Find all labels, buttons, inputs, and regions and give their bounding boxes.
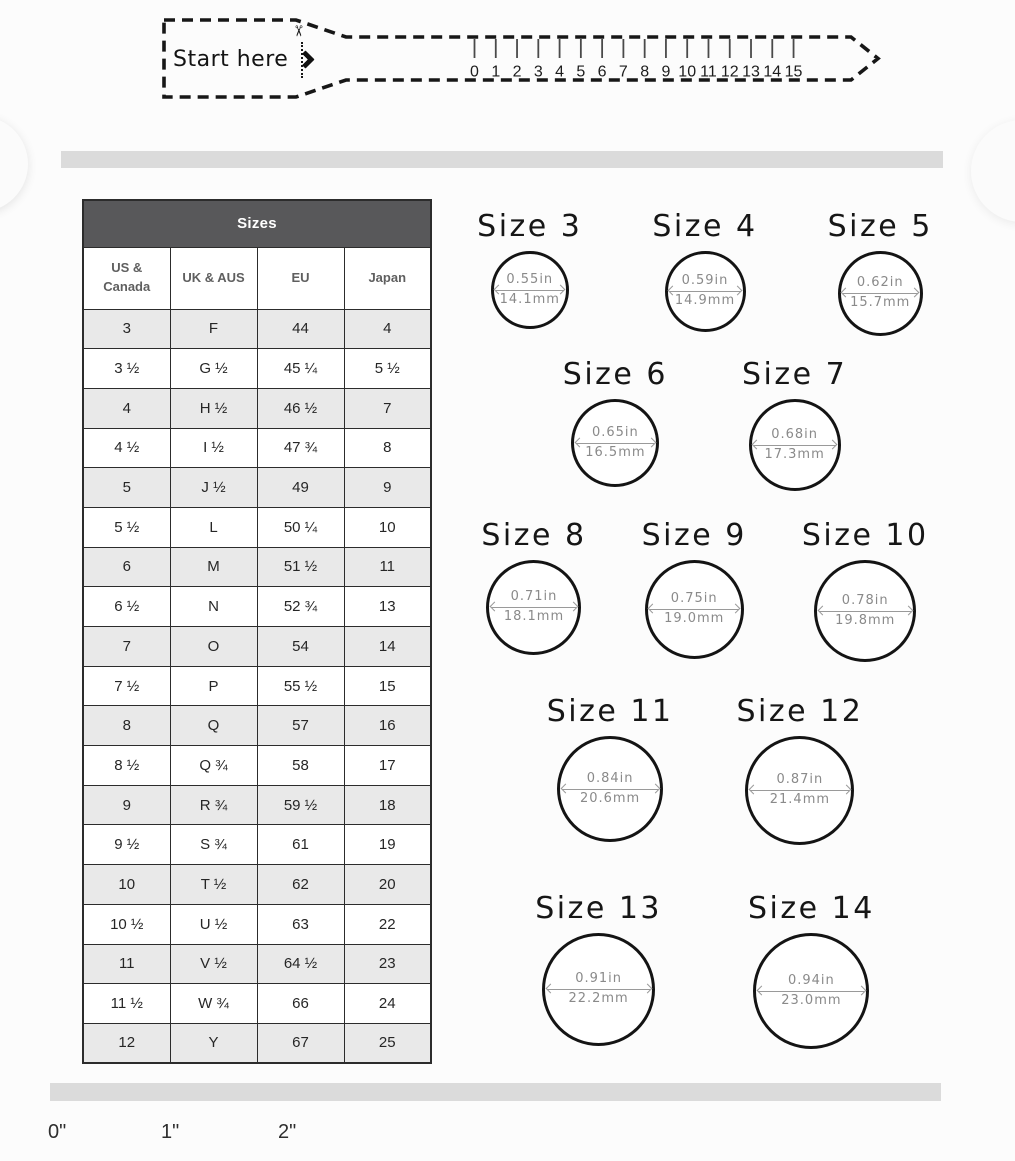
column-header: US & Canada xyxy=(83,247,170,309)
ring-size-figure xyxy=(642,518,747,659)
table-row xyxy=(83,627,431,667)
table-row xyxy=(83,706,431,746)
ring-size-title: Size 9 xyxy=(641,518,747,553)
size-cell: 63 xyxy=(257,904,344,944)
ring-size-figure xyxy=(748,891,875,1049)
ring-diameter-mm: 22.2mm xyxy=(568,991,629,1006)
size-cell: 4 xyxy=(344,309,431,349)
start-here-label: Start here xyxy=(173,46,289,72)
ring-circle xyxy=(749,399,841,491)
ring-size-title: Size 7 xyxy=(742,357,848,392)
diameter-arrow-icon xyxy=(670,291,741,292)
table-row xyxy=(83,785,431,825)
ring-size-title: Size 12 xyxy=(736,694,864,729)
size-cell: 54 xyxy=(257,627,344,667)
arrowhead-right-icon xyxy=(903,605,913,615)
ruler-tick-label: 5 xyxy=(576,63,586,81)
table-column-header-row xyxy=(83,247,431,309)
size-cell: 12 xyxy=(83,1023,170,1063)
size-cell: 9 xyxy=(344,468,431,508)
size-cell: 64 ½ xyxy=(257,944,344,984)
chevron-right-icon xyxy=(297,50,315,68)
ring-size-row xyxy=(440,357,970,491)
arrowhead-left-icon xyxy=(817,605,827,615)
size-cell: I ½ xyxy=(170,428,257,468)
arrowhead-left-icon xyxy=(748,785,758,795)
size-cell: Q xyxy=(170,706,257,746)
column-header: Japan xyxy=(344,247,431,309)
diameter-arrow-icon xyxy=(496,290,564,291)
size-cell: 9 ½ xyxy=(83,825,170,865)
ring-size-figure xyxy=(652,209,757,332)
size-cell: U ½ xyxy=(170,904,257,944)
ring-diameter-inches: 0.71in xyxy=(510,589,558,605)
size-cell: 11 xyxy=(83,944,170,984)
size-cell: G ½ xyxy=(170,349,257,389)
size-cell: 20 xyxy=(344,865,431,905)
size-cell: 10 xyxy=(344,507,431,547)
ring-size-figure xyxy=(547,694,674,842)
table-row xyxy=(83,746,431,786)
ruler-tick-label: 7 xyxy=(618,63,628,81)
diameter-arrow-icon xyxy=(843,293,918,294)
size-cell: T ½ xyxy=(170,865,257,905)
arrowhead-left-icon xyxy=(574,437,584,447)
arrowhead-right-icon xyxy=(569,602,579,612)
ring-diameter-mm: 21.4mm xyxy=(769,792,831,807)
ring-circle xyxy=(542,933,655,1046)
ring-size-title: Size 11 xyxy=(546,694,674,729)
table-row xyxy=(83,309,431,349)
size-cell: Y xyxy=(170,1023,257,1063)
ring-size-conversion-table xyxy=(82,199,432,1064)
size-cell: 18 xyxy=(344,785,431,825)
ruler-tick-label: 6 xyxy=(597,63,607,81)
ruler-tick-label: 1 xyxy=(491,63,501,81)
size-cell: 22 xyxy=(344,904,431,944)
arrowhead-right-icon xyxy=(646,437,656,447)
ring-size-title: Size 3 xyxy=(477,209,583,244)
size-cell: S ¾ xyxy=(170,825,257,865)
table-row xyxy=(83,984,431,1024)
size-cell: 4 xyxy=(83,388,170,428)
ring-diameter-mm: 14.9mm xyxy=(674,293,736,308)
size-cell: W ¾ xyxy=(170,984,257,1024)
diameter-arrow-icon xyxy=(576,443,654,444)
ring-circle xyxy=(557,736,663,842)
ring-diameter-mm: 14.1mm xyxy=(499,291,560,307)
ring-diameter-inches: 0.55in xyxy=(506,271,554,287)
ruler-tick-label: 12 xyxy=(720,63,739,81)
ring-diameter-inches: 0.62in xyxy=(856,275,904,291)
ring-size-figure xyxy=(802,518,929,662)
size-cell: Q ¾ xyxy=(170,746,257,786)
ring-circle xyxy=(745,736,854,845)
arrowhead-right-icon xyxy=(731,604,741,614)
ring-diameter-mm: 18.1mm xyxy=(503,609,565,624)
size-cell: J ½ xyxy=(170,468,257,508)
ring-circle xyxy=(665,251,746,332)
size-cell: 7 xyxy=(344,388,431,428)
ruler-tick-label: 14 xyxy=(763,63,782,81)
diameter-arrow-icon xyxy=(650,609,739,610)
ring-diameter-inches: 0.84in xyxy=(586,770,634,786)
arrowhead-left-icon xyxy=(545,984,555,994)
size-cell: 57 xyxy=(257,706,344,746)
size-cell: 66 xyxy=(257,984,344,1024)
size-cell: 52 ¾ xyxy=(257,587,344,627)
table-row xyxy=(83,507,431,547)
ring-size-title: Size 4 xyxy=(652,209,758,244)
ruler-tick-label: 10 xyxy=(678,63,697,81)
ring-diameter-inches: 0.78in xyxy=(841,592,889,608)
arrowhead-right-icon xyxy=(841,785,851,795)
ring-size-row xyxy=(440,891,970,1049)
ring-circle xyxy=(491,251,569,329)
ring-circle xyxy=(571,399,659,487)
table-row xyxy=(83,388,431,428)
ring-size-title: Size 13 xyxy=(535,891,662,926)
table-row xyxy=(83,587,431,627)
size-cell: N xyxy=(170,587,257,627)
ring-size-figure xyxy=(742,357,847,491)
ruler-tick-label: 3 xyxy=(533,63,543,81)
size-cell: M xyxy=(170,547,257,587)
size-cell: 3 xyxy=(83,309,170,349)
ring-size-title: Size 6 xyxy=(562,357,668,392)
size-cell: 5 xyxy=(83,468,170,508)
ruler-tick-label: 15 xyxy=(784,63,803,81)
inch-ruler-label: 2" xyxy=(278,1121,297,1143)
arrowhead-left-icon xyxy=(648,604,658,614)
arrowhead-right-icon xyxy=(828,439,838,449)
diameter-arrow-icon xyxy=(754,445,836,446)
diameter-arrow-icon xyxy=(819,611,911,612)
arrowhead-right-icon xyxy=(642,984,652,994)
size-cell: 62 xyxy=(257,865,344,905)
ring-diameter-inches: 0.94in xyxy=(787,972,835,988)
ring-diameter-mm: 19.8mm xyxy=(835,612,896,628)
size-cell: 8 xyxy=(344,428,431,468)
size-cell: 16 xyxy=(344,706,431,746)
ring-diameter-mm: 17.3mm xyxy=(764,446,825,462)
ring-diameter-mm: 16.5mm xyxy=(585,444,646,460)
table-row xyxy=(83,468,431,508)
size-cell: 4 ½ xyxy=(83,428,170,468)
size-cell: 58 xyxy=(257,746,344,786)
arrowhead-left-icon xyxy=(490,602,500,612)
size-cell: 3 ½ xyxy=(83,349,170,389)
size-cell: 10 xyxy=(83,865,170,905)
size-cell: 7 xyxy=(83,627,170,667)
size-cell: 7 ½ xyxy=(83,666,170,706)
size-cell: 17 xyxy=(344,746,431,786)
size-cell: 9 xyxy=(83,785,170,825)
table-row xyxy=(83,428,431,468)
size-cell: 25 xyxy=(344,1023,431,1063)
ring-diameter-mm: 23.0mm xyxy=(781,992,842,1008)
ring-size-title: Size 10 xyxy=(801,518,929,553)
diameter-arrow-icon xyxy=(562,789,658,790)
ruler-tick-label: 2 xyxy=(512,63,522,81)
size-cell: 61 xyxy=(257,825,344,865)
inch-ruler-label: 0" xyxy=(48,1121,67,1143)
faded-left-edge-circle xyxy=(0,116,28,212)
size-cell: V ½ xyxy=(170,944,257,984)
size-cell: 10 ½ xyxy=(83,904,170,944)
ring-diameter-inches: 0.65in xyxy=(591,424,639,440)
ring-size-figure xyxy=(481,518,586,655)
arrowhead-left-icon xyxy=(560,783,570,793)
size-cell: 44 xyxy=(257,309,344,349)
size-cell: 11 ½ xyxy=(83,984,170,1024)
ring-circle xyxy=(753,933,869,1049)
size-cell: 15 xyxy=(344,666,431,706)
size-cell: 8 ½ xyxy=(83,746,170,786)
size-cell: 24 xyxy=(344,984,431,1024)
ring-diameter-mm: 20.6mm xyxy=(579,790,641,806)
ruler-tick-label: 0 xyxy=(470,63,479,81)
ring-size-figure xyxy=(737,694,864,845)
ring-circle xyxy=(814,560,916,662)
bottom-inch-ruler xyxy=(0,1121,1015,1161)
ring-size-row xyxy=(440,209,970,336)
size-cell: 45 ¼ xyxy=(257,349,344,389)
ring-size-figure xyxy=(563,357,668,487)
ring-diameter-inches: 0.75in xyxy=(670,591,718,607)
ring-diameter-inches: 0.91in xyxy=(575,971,622,987)
size-cell: F xyxy=(170,309,257,349)
size-cell: H ½ xyxy=(170,388,257,428)
ruler-tick-label: 11 xyxy=(700,63,717,81)
size-cell: 13 xyxy=(344,587,431,627)
ruler-tick-label: 9 xyxy=(661,63,671,81)
size-cell: 5 ½ xyxy=(83,507,170,547)
diameter-arrow-icon xyxy=(491,607,576,608)
size-cell: 8 xyxy=(83,706,170,746)
table-row xyxy=(83,666,431,706)
table-row xyxy=(83,349,431,389)
ring-size-row xyxy=(440,518,970,662)
ring-size-title: Size 8 xyxy=(481,518,587,553)
size-cell: 67 xyxy=(257,1023,344,1063)
ring-size-figure xyxy=(828,209,933,336)
table-row xyxy=(83,944,431,984)
ring-diameter-mm: 19.0mm xyxy=(664,611,725,626)
ring-circle xyxy=(645,560,744,659)
table-row xyxy=(83,825,431,865)
ring-circle xyxy=(838,251,923,336)
diameter-arrow-icon xyxy=(547,989,650,990)
ruler-tick-label: 13 xyxy=(742,63,760,81)
ring-diameter-inches: 0.59in xyxy=(681,273,729,289)
table-row xyxy=(83,1023,431,1063)
size-cell: P xyxy=(170,666,257,706)
size-cell: 47 ¾ xyxy=(257,428,344,468)
ruler-tick-label: 4 xyxy=(555,63,565,81)
column-header: UK & AUS xyxy=(170,247,257,309)
arrowhead-left-icon xyxy=(752,439,762,449)
size-cell: 11 xyxy=(344,547,431,587)
scissors-icon: ✂ xyxy=(289,24,308,38)
size-cell: 55 ½ xyxy=(257,666,344,706)
arrowhead-left-icon xyxy=(756,985,766,995)
ruler-tick-label: 8 xyxy=(640,63,650,81)
ring-size-circle-diagrams xyxy=(440,0,970,1080)
size-cell: 5 ½ xyxy=(344,349,431,389)
size-cell: R ¾ xyxy=(170,785,257,825)
dotted-cut-line xyxy=(301,42,303,78)
diameter-arrow-icon xyxy=(750,790,849,791)
table-row xyxy=(83,547,431,587)
table-row xyxy=(83,865,431,905)
arrowhead-right-icon xyxy=(650,783,660,793)
ring-size-figure xyxy=(535,891,662,1046)
size-cell: L xyxy=(170,507,257,547)
ring-diameter-mm: 15.7mm xyxy=(850,295,911,310)
size-cell: 59 ½ xyxy=(257,785,344,825)
ring-diameter-inches: 0.87in xyxy=(776,772,824,788)
size-cell: 23 xyxy=(344,944,431,984)
table-row xyxy=(83,904,431,944)
start-here-group xyxy=(173,44,312,74)
faded-right-edge-circle xyxy=(971,120,1015,222)
size-cell: 49 xyxy=(257,468,344,508)
bottom-divider-bar xyxy=(50,1083,941,1101)
size-cell: 6 xyxy=(83,547,170,587)
ring-circle xyxy=(486,560,581,655)
size-cell: 46 ½ xyxy=(257,388,344,428)
size-cell: 51 ½ xyxy=(257,547,344,587)
ring-size-title: Size 5 xyxy=(827,209,933,244)
arrowhead-right-icon xyxy=(856,985,866,995)
size-cell: 19 xyxy=(344,825,431,865)
size-cell: 6 ½ xyxy=(83,587,170,627)
ring-size-figure xyxy=(477,209,582,329)
size-cell: 14 xyxy=(344,627,431,667)
size-cell: O xyxy=(170,627,257,667)
column-header: EU xyxy=(257,247,344,309)
size-cell: 50 ¼ xyxy=(257,507,344,547)
ring-size-title: Size 14 xyxy=(748,891,875,926)
inch-ruler-label: 1" xyxy=(161,1121,180,1143)
ring-size-row xyxy=(440,694,970,845)
arrowhead-right-icon xyxy=(910,288,920,298)
table-title: Sizes xyxy=(83,200,431,247)
ring-diameter-inches: 0.68in xyxy=(771,426,818,442)
diameter-arrow-icon xyxy=(758,991,864,992)
